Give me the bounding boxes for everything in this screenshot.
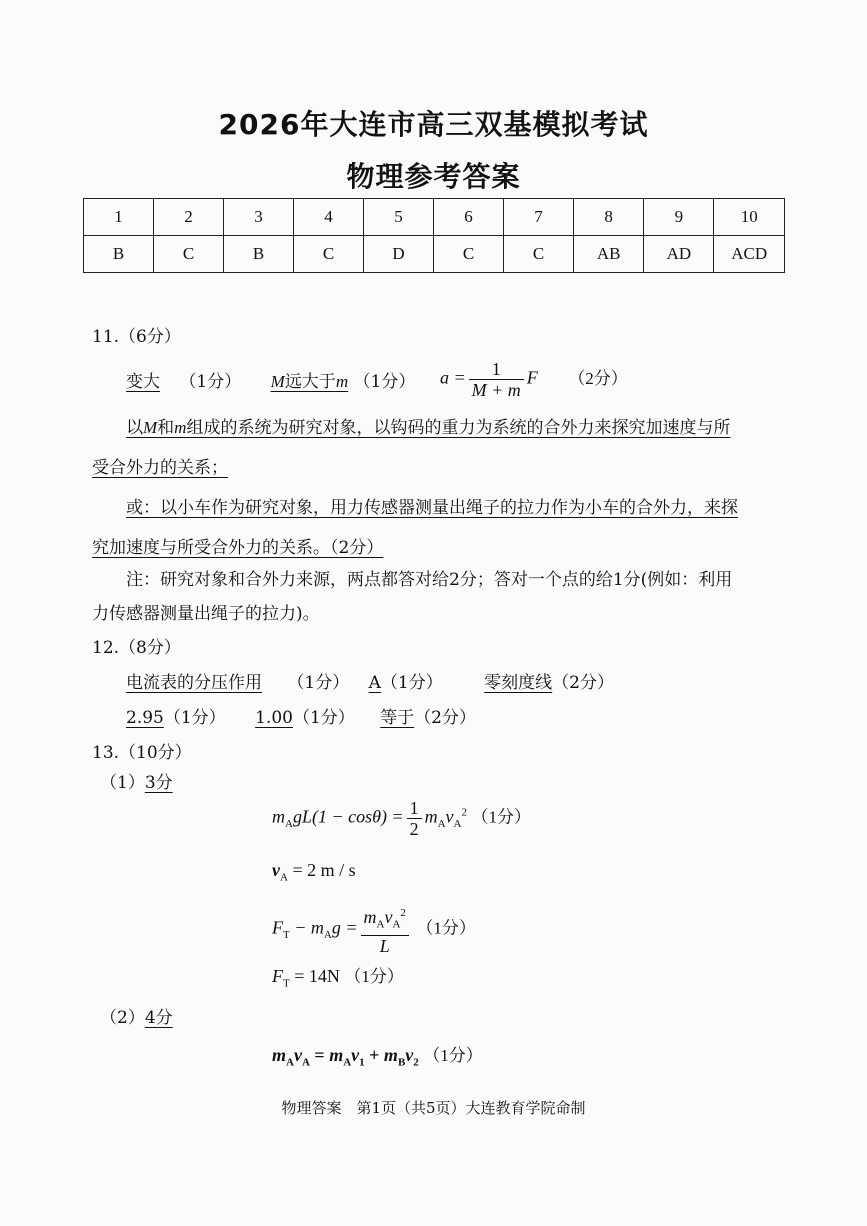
eq5-m2: m [329, 1045, 344, 1065]
answer-cell: C [434, 236, 504, 273]
q13-equation-5 [272, 1045, 483, 1069]
answer-cell: B [84, 236, 154, 273]
eq4-F: F [272, 966, 283, 986]
q11-score-1: （1分） [179, 372, 242, 392]
eq1-r-m-sub: A [437, 818, 446, 831]
eq5-score: （1分） [423, 1046, 483, 1065]
answer-cell: C [294, 236, 364, 273]
q13-part-1-number: （1） [100, 773, 145, 793]
eq5-equals: = [309, 1045, 330, 1065]
question-number: 4 [294, 199, 364, 236]
eq1-den: 2 [409, 819, 419, 839]
answer-cell: AD [644, 236, 714, 273]
page-subtitle: 物理参考答案 [346, 160, 521, 193]
eq5-v3: v [405, 1045, 414, 1065]
q11-heading: 11.（6分） [92, 327, 181, 347]
q12-answer-3: 零刻度线 [484, 673, 553, 693]
eq1-m: m [272, 806, 285, 827]
q13-part-2-score: 4分 [144, 1008, 173, 1028]
q11-formula-rhs: F [526, 367, 538, 388]
eq5-v2-sub: 1 [359, 1056, 365, 1069]
eq2-rhs: = 2 m / s [287, 860, 356, 880]
q13-equation-1 [272, 798, 531, 839]
answer-table-answer-row [84, 236, 785, 273]
question-number: 9 [644, 199, 714, 236]
q11-answer-2-symbol-m: m [335, 372, 349, 391]
q11-answer-1: 变大 [126, 372, 160, 392]
eq3-score: （1分） [416, 918, 476, 938]
q11-score-3: （2分） [568, 368, 628, 388]
eq5-m2-sub: A [343, 1056, 352, 1069]
question-number: 6 [434, 199, 504, 236]
q11-formula-fraction [469, 359, 524, 400]
q13-part-1-score: 3分 [144, 773, 173, 793]
eq3-num-v: v [384, 907, 393, 927]
q13-equation-2 [272, 860, 356, 884]
question-number: 3 [224, 199, 294, 236]
page-title: 2026年大连市高三双基模拟考试 [218, 108, 649, 141]
q11-score-2: （1分） [353, 372, 416, 392]
eq5-m3: m [383, 1045, 398, 1065]
q11-note-line-1: 注：研究对象和合外力来源，两点都答对给2分；答对一个点的给1分(例如：利用 [126, 570, 733, 590]
eq5-plus: + [364, 1045, 384, 1065]
eq3-num-v-sub: A [392, 918, 401, 931]
q12-answer-line-1 [126, 673, 614, 693]
q12-answer-line-2 [126, 708, 476, 728]
eq1-m-sub: A [285, 818, 293, 831]
eq3-mid: − m [289, 917, 324, 938]
eq5-v1: v [293, 1045, 302, 1065]
eq3-num-m: m [363, 907, 377, 927]
answer-cell: C [154, 236, 224, 273]
eq3-g: g = [331, 917, 358, 938]
eq1-r-v-sub: A [453, 818, 462, 831]
eq3-den: L [379, 935, 390, 956]
q11-p1-a: 以 [126, 418, 143, 438]
q13-part-2-number: （2） [100, 1008, 145, 1028]
eq3-num-v-sup: 2 [400, 907, 406, 919]
eq5-v3-sub: 2 [413, 1056, 419, 1069]
eq2-v: v [272, 860, 280, 880]
eq3-num [361, 903, 409, 936]
q11-answer-2-text: 远大于 [284, 372, 336, 392]
question-number: 8 [574, 199, 644, 236]
answer-cell: B [224, 236, 294, 273]
q11-formula-den: M + m [471, 380, 521, 400]
eq1-score: （1分） [471, 807, 531, 827]
q13-equation-3 [272, 903, 476, 956]
eq5-m1: m [272, 1045, 287, 1065]
eq5-m1-sub: A [286, 1056, 294, 1069]
eq5-m3-sub: B [397, 1056, 406, 1069]
question-number: 1 [84, 199, 154, 236]
q12-score-1: （1分） [287, 673, 350, 693]
answer-cell: ACD [714, 236, 785, 273]
q12-score-2: （1分） [380, 673, 443, 693]
q12-answer-5: 1.00 [255, 708, 293, 728]
eq4-F-sub: T [283, 977, 290, 990]
q11-answer-2 [271, 372, 348, 392]
eq3-fraction [361, 903, 409, 956]
eq1-num: 1 [407, 798, 422, 819]
eq1-r-m: m [424, 806, 438, 827]
question-number: 5 [364, 199, 434, 236]
q12-answer-1: 电流表的分压作用 [126, 673, 262, 693]
q12-answer-4: 2.95 [126, 708, 164, 728]
q11-formula-num: 1 [469, 359, 524, 380]
eq1-r-v-sup: 2 [461, 806, 467, 819]
q11-p1-b: 和 [157, 418, 175, 438]
q12-score-4: （1分） [163, 708, 226, 728]
q11-formula-lhs: a = [440, 367, 466, 388]
answer-cell: C [504, 236, 574, 273]
eq3-F-sub: T [283, 929, 290, 942]
q13-equation-4 [272, 966, 404, 990]
eq3-m-sub: A [323, 929, 332, 942]
q11-p1-c: 组成的系统为研究对象，以钩码的重力为系统的合外力来探究加速度与所 [186, 418, 731, 438]
q12-heading: 12.（8分） [92, 638, 181, 658]
q11-paragraph-1-line-2: 受合外力的关系； [92, 458, 228, 478]
eq3-num-m-sub: A [376, 918, 385, 931]
question-number: 7 [504, 199, 574, 236]
question-number: 2 [154, 199, 224, 236]
q11-answer-2-symbol: M [270, 372, 285, 391]
eq1-r-v: v [445, 806, 454, 827]
eq1-mid: gL(1 − cosθ) = [292, 806, 404, 827]
question-number: 10 [714, 199, 785, 236]
q11-formula [440, 359, 628, 400]
q13-part-1-label [100, 773, 173, 793]
eq4-rhs: = 14N [289, 966, 340, 986]
q12-score-5: （1分） [292, 708, 355, 728]
q11-note-line-2: 力传感器测量出绳子的拉力)。 [92, 604, 320, 624]
q12-score-3: （2分） [552, 673, 614, 693]
q12-score-6: （2分） [414, 708, 477, 728]
page-footer: 物理答案 第1页（共5页）大连教育学院命制 [281, 1099, 586, 1117]
q12-answer-6: 等于 [380, 708, 415, 728]
q11-paragraph-1-line-1 [126, 418, 730, 438]
eq2-v-sub: A [280, 871, 288, 884]
answer-table-number-row [84, 199, 785, 236]
q11-paragraph-2-line-2: 究加速度与所受合外力的关系。（2分） [92, 538, 384, 558]
answer-cell: D [364, 236, 434, 273]
eq1-fraction [407, 798, 422, 839]
eq4-score: （1分） [344, 967, 404, 986]
eq5-v2: v [351, 1045, 360, 1065]
eq5-v1-sub: A [301, 1056, 310, 1069]
q12-answer-2: A [368, 673, 381, 693]
answer-table [83, 198, 785, 273]
q11-p1-m: m [174, 418, 187, 437]
q11-p1-M: M [143, 418, 158, 437]
q11-answer-line [126, 372, 415, 392]
q13-heading: 13.（10分） [92, 743, 192, 763]
eq3-F: F [272, 917, 283, 938]
q13-part-2-label [100, 1008, 173, 1028]
q11-paragraph-2-line-1: 或：以小车作为研究对象，用力传感器测量出绳子的拉力作为小车的合外力，来探 [126, 498, 738, 518]
answer-cell: AB [574, 236, 644, 273]
